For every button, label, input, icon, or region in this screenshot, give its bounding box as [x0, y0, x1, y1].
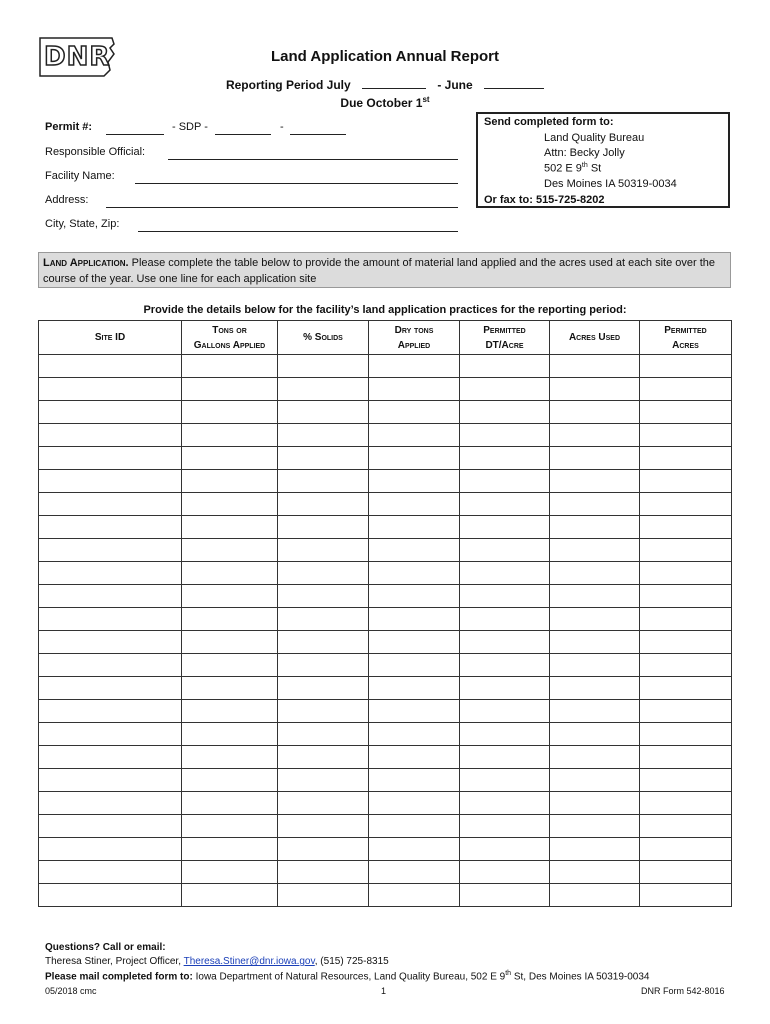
- table-cell[interactable]: [39, 677, 182, 700]
- table-cell[interactable]: [550, 447, 640, 470]
- column-header: Permitted DT/Acre: [460, 321, 550, 355]
- table-cell[interactable]: [278, 493, 369, 516]
- table-cell[interactable]: [369, 424, 460, 447]
- table-cell[interactable]: [640, 654, 732, 677]
- table-cell[interactable]: [369, 493, 460, 516]
- table-cell[interactable]: [550, 585, 640, 608]
- table-cell[interactable]: [460, 723, 550, 746]
- table-cell[interactable]: [39, 539, 182, 562]
- table-cell[interactable]: [550, 470, 640, 493]
- table-cell[interactable]: [39, 562, 182, 585]
- table-cell[interactable]: [460, 861, 550, 884]
- table-cell[interactable]: [640, 700, 732, 723]
- table-cell[interactable]: [39, 769, 182, 792]
- table-cell[interactable]: [460, 838, 550, 861]
- table-row: [39, 861, 732, 884]
- table-cell[interactable]: [278, 677, 369, 700]
- table-cell[interactable]: [550, 723, 640, 746]
- table-row: [39, 493, 732, 516]
- facility-label: Facility Name:: [45, 170, 115, 182]
- table-cell[interactable]: [182, 631, 278, 654]
- table-cell[interactable]: [182, 585, 278, 608]
- sdp-label: - SDP -: [172, 121, 208, 133]
- table-cell[interactable]: [640, 539, 732, 562]
- table-cell[interactable]: [182, 470, 278, 493]
- page-number: 1: [381, 986, 387, 996]
- table-cell[interactable]: [39, 792, 182, 815]
- table-cell[interactable]: [460, 378, 550, 401]
- table-cell[interactable]: [640, 378, 732, 401]
- table-cell[interactable]: [39, 585, 182, 608]
- facility-field[interactable]: [135, 182, 458, 184]
- table-cell[interactable]: [460, 355, 550, 378]
- table-cell[interactable]: [369, 447, 460, 470]
- table-cell[interactable]: [278, 539, 369, 562]
- table-cell[interactable]: [182, 723, 278, 746]
- due-date: [0, 95, 770, 110]
- table-cell[interactable]: [550, 608, 640, 631]
- table-cell[interactable]: [278, 378, 369, 401]
- table-cell[interactable]: [460, 815, 550, 838]
- sdp-field[interactable]: [215, 133, 271, 135]
- table-cell[interactable]: [460, 401, 550, 424]
- table-cell[interactable]: [640, 746, 732, 769]
- table-cell[interactable]: [640, 493, 732, 516]
- table-row: [39, 838, 732, 861]
- table-row: [39, 769, 732, 792]
- table-cell[interactable]: [182, 562, 278, 585]
- table-cell[interactable]: [182, 769, 278, 792]
- table-cell[interactable]: [460, 631, 550, 654]
- table-row: [39, 608, 732, 631]
- instructions-box: [38, 252, 731, 288]
- column-header: Acres Used: [550, 321, 640, 355]
- send-to-box: [476, 112, 730, 208]
- table-cell[interactable]: [369, 654, 460, 677]
- table-row: [39, 746, 732, 769]
- table-cell[interactable]: [278, 769, 369, 792]
- table-cell[interactable]: [182, 447, 278, 470]
- table-cell[interactable]: [39, 884, 182, 907]
- table-cell[interactable]: [278, 700, 369, 723]
- table-cell[interactable]: [369, 700, 460, 723]
- date-code: 05/2018 cmc: [45, 986, 97, 996]
- table-row: [39, 677, 732, 700]
- table-cell[interactable]: [640, 585, 732, 608]
- contact-line: [45, 956, 389, 967]
- table-cell[interactable]: [460, 470, 550, 493]
- mail-sup: th: [505, 970, 512, 977]
- form-number: DNR Form 542-8016: [641, 986, 725, 996]
- table-cell[interactable]: [369, 631, 460, 654]
- table-cell[interactable]: [278, 355, 369, 378]
- table-cell[interactable]: [640, 355, 732, 378]
- table-row: [39, 401, 732, 424]
- table-cell[interactable]: [550, 378, 640, 401]
- table-cell[interactable]: [278, 884, 369, 907]
- table-cell[interactable]: [39, 516, 182, 539]
- table-cell[interactable]: [182, 424, 278, 447]
- table-cell[interactable]: [39, 401, 182, 424]
- table-cell[interactable]: [369, 769, 460, 792]
- mail-label: Please mail completed form to:: [45, 971, 193, 983]
- table-cell[interactable]: [369, 861, 460, 884]
- table-cell[interactable]: [640, 769, 732, 792]
- table-cell[interactable]: [39, 355, 182, 378]
- table-cell[interactable]: [39, 861, 182, 884]
- table-cell[interactable]: [39, 700, 182, 723]
- official-label: Responsible Official:: [45, 146, 146, 158]
- table-cell[interactable]: [369, 815, 460, 838]
- city-label: City, State, Zip:: [45, 218, 120, 230]
- table-cell[interactable]: [460, 424, 550, 447]
- table-cell[interactable]: [182, 539, 278, 562]
- column-header: Site ID: [39, 321, 182, 355]
- column-header: Permitted Acres: [640, 321, 732, 355]
- table-cell[interactable]: [278, 562, 369, 585]
- dash-label: -: [280, 121, 284, 133]
- table-body: [39, 355, 732, 907]
- instructions-lead: Land Application.: [43, 257, 129, 269]
- official-field[interactable]: [168, 158, 458, 160]
- sdp-suffix-field[interactable]: [290, 133, 346, 135]
- table-cell[interactable]: [182, 792, 278, 815]
- table-cell[interactable]: [278, 838, 369, 861]
- table-cell[interactable]: [550, 677, 640, 700]
- period-middle: - June: [437, 78, 473, 92]
- table-cell[interactable]: [460, 700, 550, 723]
- column-header: Dry tons Applied: [369, 321, 460, 355]
- table-cell[interactable]: [550, 493, 640, 516]
- table-cell[interactable]: [278, 746, 369, 769]
- table-cell[interactable]: [39, 424, 182, 447]
- table-cell[interactable]: [369, 562, 460, 585]
- table-cell[interactable]: [550, 700, 640, 723]
- table-row: [39, 723, 732, 746]
- table-cell[interactable]: [460, 516, 550, 539]
- table-cell[interactable]: [182, 677, 278, 700]
- june-year-field[interactable]: [484, 77, 544, 89]
- table-cell[interactable]: [550, 516, 640, 539]
- table-cell[interactable]: [550, 746, 640, 769]
- table-cell[interactable]: [640, 562, 732, 585]
- table-cell[interactable]: [39, 723, 182, 746]
- table-cell[interactable]: [460, 493, 550, 516]
- table-cell[interactable]: [39, 608, 182, 631]
- table-cell[interactable]: [39, 631, 182, 654]
- table-row: [39, 562, 732, 585]
- table-cell[interactable]: [39, 378, 182, 401]
- table-cell[interactable]: [182, 355, 278, 378]
- table-row: [39, 585, 732, 608]
- table-cell[interactable]: [182, 654, 278, 677]
- table-cell[interactable]: [460, 677, 550, 700]
- table-cell[interactable]: [278, 631, 369, 654]
- reporting-period: [0, 77, 770, 92]
- table-cell[interactable]: [182, 861, 278, 884]
- table-cell[interactable]: [39, 746, 182, 769]
- table-row: [39, 378, 732, 401]
- table-cell[interactable]: [39, 447, 182, 470]
- table-cell[interactable]: [182, 401, 278, 424]
- table-cell[interactable]: [640, 608, 732, 631]
- table-cell[interactable]: [182, 378, 278, 401]
- table-cell[interactable]: [39, 493, 182, 516]
- table-cell[interactable]: [369, 746, 460, 769]
- table-cell[interactable]: [39, 470, 182, 493]
- table-cell[interactable]: [550, 861, 640, 884]
- table-cell[interactable]: [182, 493, 278, 516]
- table-cell[interactable]: [550, 884, 640, 907]
- table-cell[interactable]: [460, 769, 550, 792]
- table-cell[interactable]: [369, 470, 460, 493]
- table-cell[interactable]: [640, 631, 732, 654]
- table-cell[interactable]: [640, 447, 732, 470]
- period-prefix: Reporting Period July: [225, 78, 351, 92]
- table-cell[interactable]: [39, 838, 182, 861]
- table-cell[interactable]: [640, 470, 732, 493]
- address-label: Address:: [45, 194, 89, 206]
- send-line-1: Land Quality Bureau: [544, 132, 645, 144]
- table-cell[interactable]: [278, 861, 369, 884]
- table-cell[interactable]: [182, 746, 278, 769]
- table-cell[interactable]: [640, 884, 732, 907]
- table-cell[interactable]: [278, 424, 369, 447]
- logo-text: DNR: [44, 42, 111, 72]
- table-cell[interactable]: [640, 401, 732, 424]
- permit-label: Permit #:: [45, 121, 93, 133]
- send-line-3: [544, 162, 601, 175]
- table-cell[interactable]: [369, 723, 460, 746]
- table-row: [39, 815, 732, 838]
- july-year-field[interactable]: [362, 77, 426, 89]
- table-cell[interactable]: [369, 608, 460, 631]
- table-cell[interactable]: [460, 608, 550, 631]
- table-cell[interactable]: [640, 838, 732, 861]
- table-cell[interactable]: [278, 516, 369, 539]
- table-cell[interactable]: [640, 815, 732, 838]
- table-cell[interactable]: [278, 470, 369, 493]
- send-line-3-post: St: [587, 162, 602, 175]
- table-cell[interactable]: [640, 723, 732, 746]
- table-row: [39, 539, 732, 562]
- table-cell[interactable]: [550, 792, 640, 815]
- table-cell[interactable]: [550, 769, 640, 792]
- table-cell[interactable]: [460, 447, 550, 470]
- send-line-3-pre: 502 E 9: [544, 162, 582, 175]
- table-cell[interactable]: [550, 631, 640, 654]
- address-field[interactable]: [106, 206, 458, 208]
- due-text: Due October 1: [340, 96, 423, 110]
- contact-email-link[interactable]: Theresa.Stiner@dnr.iowa.gov: [183, 956, 315, 967]
- table-cell[interactable]: [550, 815, 640, 838]
- send-line-2: Attn: Becky Jolly: [544, 147, 625, 159]
- permit-field[interactable]: [106, 133, 164, 135]
- table-cell[interactable]: [369, 401, 460, 424]
- table-cell[interactable]: [369, 677, 460, 700]
- city-field[interactable]: [138, 230, 458, 232]
- table-cell[interactable]: [640, 516, 732, 539]
- send-header: Send completed form to:: [484, 116, 614, 128]
- table-cell[interactable]: [640, 861, 732, 884]
- table-cell[interactable]: [369, 516, 460, 539]
- fax-number: Or fax to: 515-725-8202: [484, 194, 605, 206]
- table-cell[interactable]: [182, 884, 278, 907]
- table-row: [39, 470, 732, 493]
- table-cell[interactable]: [369, 792, 460, 815]
- table-row: [39, 355, 732, 378]
- table-cell[interactable]: [460, 884, 550, 907]
- table-cell[interactable]: [550, 355, 640, 378]
- table-cell[interactable]: [182, 608, 278, 631]
- table-cell[interactable]: [182, 838, 278, 861]
- table-cell[interactable]: [369, 539, 460, 562]
- application-table: [38, 320, 732, 907]
- table-cell[interactable]: [550, 424, 640, 447]
- table-cell[interactable]: [550, 838, 640, 861]
- table-row: [39, 424, 732, 447]
- mail-post: St, Des Moines IA 50319-0034: [511, 971, 650, 983]
- table-cell[interactable]: [460, 585, 550, 608]
- table-cell[interactable]: [369, 355, 460, 378]
- table-cell[interactable]: [460, 746, 550, 769]
- table-caption: Provide the details below for the facility’s land application practices for the reporting period:: [143, 304, 627, 316]
- table-cell[interactable]: [278, 654, 369, 677]
- table-cell[interactable]: [550, 539, 640, 562]
- contact-post: , (515) 725-8315: [314, 956, 389, 967]
- page-title: Land Application Annual Report: [270, 48, 500, 65]
- table-cell[interactable]: [550, 654, 640, 677]
- table-cell[interactable]: [278, 792, 369, 815]
- table-header-row: [39, 321, 732, 355]
- table-row: [39, 516, 732, 539]
- table-cell[interactable]: [182, 516, 278, 539]
- table-cell[interactable]: [369, 378, 460, 401]
- questions-label: Questions? Call or email:: [45, 942, 166, 953]
- table-cell[interactable]: [369, 585, 460, 608]
- table-row: [39, 447, 732, 470]
- table-cell[interactable]: [640, 792, 732, 815]
- table-cell[interactable]: [182, 700, 278, 723]
- table-cell[interactable]: [369, 838, 460, 861]
- table-cell[interactable]: [550, 401, 640, 424]
- table-cell[interactable]: [460, 562, 550, 585]
- table-cell[interactable]: [278, 585, 369, 608]
- table-cell[interactable]: [39, 654, 182, 677]
- table-cell[interactable]: [640, 424, 732, 447]
- mail-line: [45, 970, 650, 982]
- table-cell[interactable]: [182, 815, 278, 838]
- column-header: % Solids: [278, 321, 369, 355]
- contact-pre: Theresa Stiner, Project Officer,: [45, 956, 184, 967]
- table-cell[interactable]: [369, 884, 460, 907]
- table-cell[interactable]: [460, 654, 550, 677]
- send-line-3-sup: th: [581, 162, 588, 169]
- column-header: Tons or Gallons Applied: [182, 321, 278, 355]
- table-cell[interactable]: [278, 401, 369, 424]
- table-cell[interactable]: [550, 562, 640, 585]
- table-cell[interactable]: [39, 815, 182, 838]
- table-row: [39, 631, 732, 654]
- table-cell[interactable]: [278, 447, 369, 470]
- table-cell[interactable]: [460, 539, 550, 562]
- table-row: [39, 792, 732, 815]
- table-row: [39, 654, 732, 677]
- table-row: [39, 700, 732, 723]
- table-row: [39, 884, 732, 907]
- instructions-text: Please complete the table below to provide the amount of material land applied and the acres used at each site over the course of the year. Use one line for each application site: [43, 257, 715, 285]
- table-cell[interactable]: [278, 608, 369, 631]
- mail-pre: Iowa Department of Natural Resources, Land Quality Bureau, 502 E 9: [192, 971, 506, 983]
- send-line-4: Des Moines IA 50319-0034: [544, 178, 677, 190]
- table-cell[interactable]: [460, 792, 550, 815]
- table-cell[interactable]: [640, 677, 732, 700]
- due-sup: st: [422, 95, 430, 104]
- table-cell[interactable]: [278, 723, 369, 746]
- table-cell[interactable]: [278, 815, 369, 838]
